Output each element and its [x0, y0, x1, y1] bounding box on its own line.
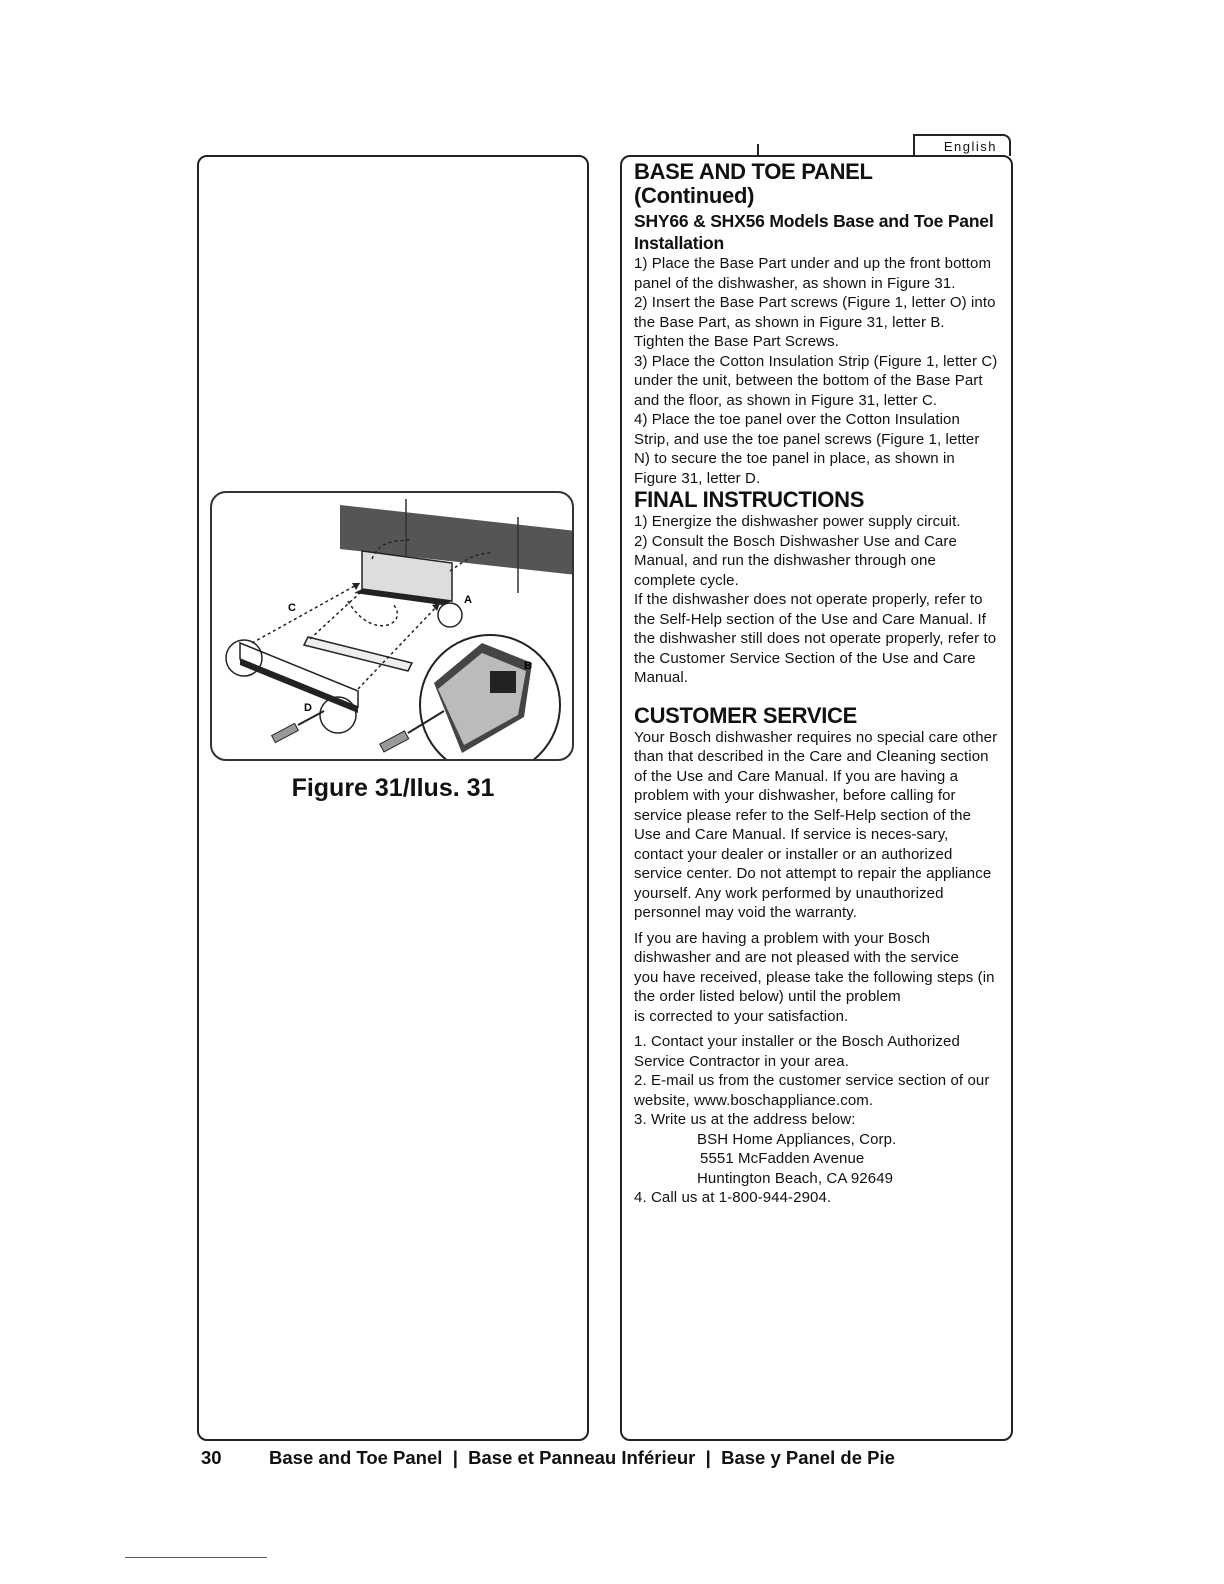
service-paragraph-2-line-2: you have received, please take the following steps (in the order listed below) until the problem — [634, 968, 995, 1005]
page-number: 30 — [201, 1447, 222, 1468]
install-step-1: 1) Place the Base Part under and up the front bottom panel of the dishwasher, as shown in Figure 31. — [634, 255, 992, 292]
contact-step-3: 3. Write us at the address below: — [634, 1111, 856, 1128]
section-title-line1: BASE AND TOE PANEL — [634, 159, 873, 184]
label-d: D — [304, 702, 312, 714]
label-b: B — [524, 660, 532, 672]
footer-title: Base and Toe Panel | Base et Panneau Inférieur | Base y Panel de Pie — [269, 1447, 895, 1468]
section-title-line2: (Continued) — [634, 183, 755, 208]
install-step-4: 4) Place the toe panel over the Cotton Insulation Strip, and use the toe panel screws (Figure 1, letter N) to secure the toe panel in place, as shown in Figure 31, letter D. — [634, 411, 980, 487]
service-paragraph-2-line-3: is corrected to your satisfaction. — [634, 1007, 849, 1025]
contact-step-1: 1. Contact your installer or the Bosch Authorized Service Contractor in your area. — [634, 1033, 960, 1070]
label-c: C — [288, 602, 296, 614]
label-a: A — [464, 594, 472, 606]
final-item-2: 2) Consult the Bosch Dishwasher Use and Care Manual, and run the dishwasher through one complete cycle. — [634, 532, 957, 589]
final-item-1: 1) Energize the dishwasher power supply circuit. — [634, 513, 961, 530]
address-line-3: Huntington Beach, CA 92649 — [697, 1169, 894, 1187]
address-line-1: BSH Home Appliances, Corp. — [697, 1130, 897, 1148]
service-paragraph-2-line-1: If you are having a problem with your Bosch dishwasher and are not pleased with the service — [634, 929, 959, 966]
final-instructions-title: FINAL INSTRUCTIONS — [634, 487, 865, 512]
install-step-2: 2) Insert the Base Part screws (Figure 1, letter O) into the Base Part, as shown in Figure 31, letter B. Tighten the Base Part Screws. — [634, 294, 996, 350]
address-line-2: 5551 McFadden Avenue — [700, 1150, 865, 1167]
final-item-3: If the dishwasher does not operate properly, refer to the Self-Help section of the Use and Care Manual. If the dishwasher still does not operate properly, refer to the Customer Service Section of the Use and Care Manual. — [634, 591, 997, 686]
language-tab: English — [913, 134, 1011, 156]
insulation-strip — [304, 637, 412, 671]
service-paragraph-1: Your Bosch dishwasher requires no special care other than that described in the Care and Cleaning section of the Use and Care Manual. If you are having a problem with your dishwasher, before calling for service please refer to the Self-Help section of the Use and Care Manual. If service is neces-sary, contact your dealer or installer or an authorized service center. Do not attempt to repair the appliance yourself. Any work performed by unauthorized personnel may void the warranty. — [634, 728, 998, 921]
contact-step-4: 4. Call us at 1-800-944-2904. — [634, 1189, 832, 1206]
customer-service-title: CUSTOMER SERVICE — [634, 702, 857, 728]
screwdriver-left — [272, 711, 324, 743]
figure-31-illustration — [210, 491, 574, 761]
right-panel-content — [634, 160, 998, 1208]
install-step-3: 3) Place the Cotton Insulation Strip (Figure 1, letter C) under the unit, between the bottom of the Base Part and the floor, as shown in Figure 31, letter C. — [634, 352, 998, 409]
installation-subtitle: SHY66 & SHX56 Models Base and Toe Panel Installation — [634, 211, 994, 253]
page-footer — [201, 1447, 895, 1469]
callout-circle-a — [438, 603, 462, 627]
contact-step-2: 2. E-mail us from the customer service section of our website, www.boschappliance.com. — [634, 1072, 990, 1109]
bottom-rule — [125, 1557, 267, 1558]
figure-caption: Figure 31/Ilus. 31 — [291, 774, 495, 802]
dishwasher-base-diagram — [212, 493, 574, 761]
